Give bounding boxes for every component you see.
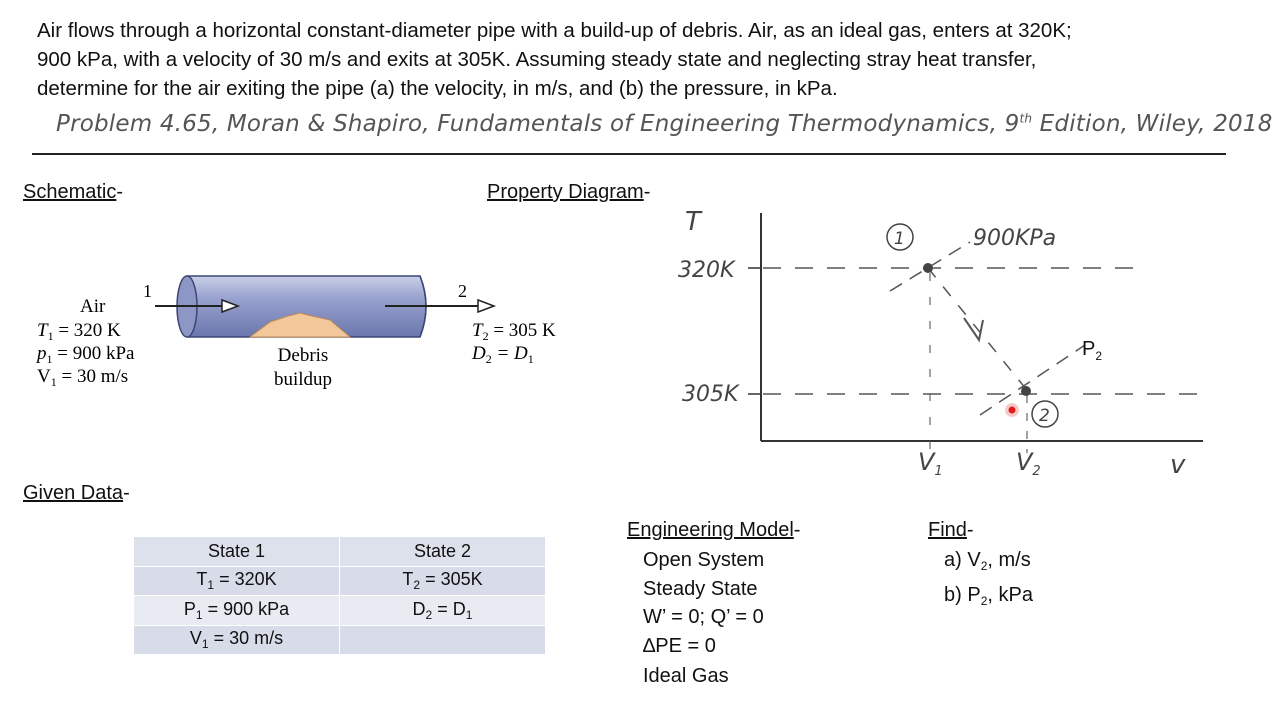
isobar-p2 [980, 345, 1085, 415]
outlet-temperature: $T_2 = 305$ K [472, 320, 556, 343]
table-row [134, 566, 546, 596]
state-2-label: 2 [1039, 406, 1050, 426]
table-cell: $T_2 = 305K$ [340, 566, 546, 596]
inlet-pressure: $p_1 = 900$ kPa [37, 343, 135, 366]
debris-label-1: Debris [277, 345, 329, 366]
outlet-diameter: $D_2 = D_1$ [472, 343, 534, 366]
find-item-b: b) $P_2$, kPa [944, 583, 1033, 608]
table-row [134, 596, 546, 626]
find-heading: Find- [928, 519, 974, 541]
fluid-label: Air [80, 296, 106, 317]
inlet-temperature: $T_1 = 320$ K [37, 320, 121, 343]
citation-superscript: th [1019, 111, 1033, 126]
debris-label-2: buildup [273, 369, 333, 390]
isobar-p2-label: $P_2$ [1082, 338, 1103, 363]
outlet-arrowhead [478, 300, 494, 312]
v1-label: $V_1$ [918, 448, 943, 479]
list-item: Open System [643, 549, 765, 571]
given-data-heading: Given Data- [23, 482, 130, 504]
state-1-point [923, 263, 933, 273]
isobar-900kpa-label: 900KPa [973, 226, 1057, 251]
state-1-label: 1 [894, 229, 905, 249]
t-axis-label: T [685, 207, 701, 237]
table-header-state-1: State 1 [134, 537, 340, 566]
v2-label: $V_2$ [1016, 448, 1041, 479]
t-high-label: 320K [678, 258, 735, 283]
table-cell-empty [340, 625, 546, 655]
inlet-number: 1 [143, 281, 152, 301]
table-row [134, 537, 546, 566]
table-cell: $V_1 = 30$ m/s [134, 625, 340, 655]
table-header-state-2: State 2 [340, 537, 546, 566]
find-list [944, 546, 1033, 615]
table-cell: $D_2 = D_1$ [340, 596, 546, 626]
pointer-dot [1009, 407, 1016, 414]
table-row [134, 625, 546, 655]
outlet-number: 2 [458, 281, 467, 301]
property-diagram-heading: Property Diagram- [487, 181, 651, 203]
table-cell: $T_1 = 320K$ [134, 566, 340, 596]
list-item: ∆PE = 0 [643, 634, 716, 657]
problem-line-1: Air flows through a horizontal constant-diameter pipe with a build-up of debris. Air, as an ideal gas, enters at 320K; [37, 19, 1072, 42]
engineering-model-heading: Engineering Model- [627, 519, 801, 541]
table-cell: $P_1 = 900$ kPa [134, 596, 340, 626]
engineering-model-list [643, 546, 764, 691]
list-item: Steady State [643, 577, 758, 600]
given-data-table [134, 537, 546, 655]
problem-line-2: 900 kPa, with a velocity of 30 m/s and exits at 305K. Assuming steady state and neglecting stray heat transfer, [37, 48, 1037, 71]
inlet-velocity: $V_1 = 30$ m/s [37, 366, 129, 389]
find-item-a: a) $V_2$, m/s [944, 549, 1031, 573]
state-2-point [1021, 386, 1031, 396]
schematic-heading: Schematic- [23, 181, 124, 203]
t-low-label: 305K [682, 382, 739, 407]
citation-text-end: Edition, Wiley, 2018 [1032, 111, 1273, 137]
list-item: W’ = 0; Q’ = 0 [643, 606, 764, 628]
v-axis-label: v [1170, 450, 1186, 480]
pipe-schematic [0, 0, 600, 480]
problem-line-3: determine for the air exiting the pipe (a) the velocity, in m/s, and (b) the pressure, in kPa. [37, 77, 838, 100]
process-arrow-icon [964, 318, 983, 340]
property-diagram [660, 195, 1220, 490]
list-item: Ideal Gas [643, 665, 729, 687]
citation-text: Problem 4.65, Moran & Shapiro, Fundamentals of Engineering Thermodynamics, 9 [56, 111, 1020, 137]
process-line [928, 268, 1026, 389]
